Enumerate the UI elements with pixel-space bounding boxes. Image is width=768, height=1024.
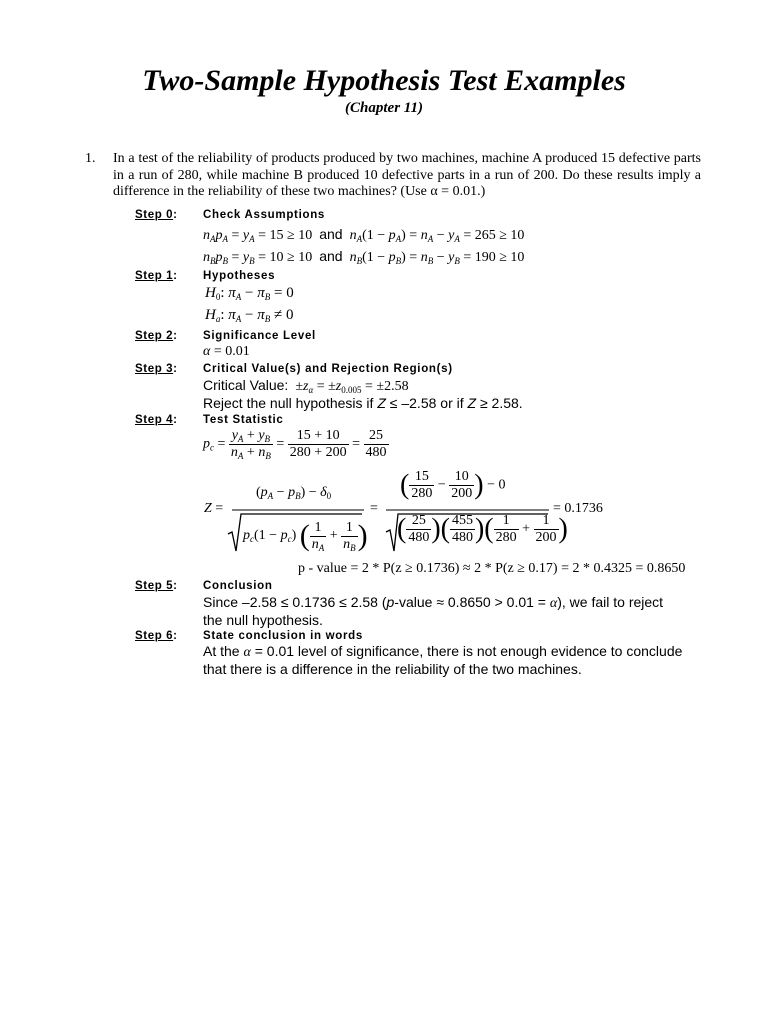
critical-value-line: Critical Value: $\pm z_\alpha = \pm z_{0.005} = \pm 2.58$: [203, 377, 409, 395]
step-4-heading: Test Statistic: [203, 414, 284, 426]
step-3-label: Step 3:: [135, 363, 178, 375]
z-numerator-numeric: ( $\frac{15}{280}$ − $\frac{10}{200}$ ) − 0: [400, 469, 506, 501]
z-result: = 0.1736: [553, 501, 603, 516]
step-1-heading: Hypotheses: [203, 270, 276, 282]
step-0-heading: Check Assumptions: [203, 209, 326, 221]
assumption-line-a: $n_Ap_A = y_A = 15 \ge 10$ and $n_A(1 - p_A) = n_A - y_A = 265 \ge 10$: [203, 226, 525, 244]
step-1-label: Step 1:: [135, 270, 178, 282]
problem-number: 1.: [85, 151, 96, 166]
rejection-region: Reject the null hypothesis if Z ≤ –2.58 or if Z ≥ 2.58.: [203, 395, 523, 411]
p-value-line: p - value = 2 * P(z ≥ 0.1736) ≈ 2 * P(z ≥ 0.17) = 2 * 0.4325 = 0.8650: [298, 561, 686, 576]
step-4-label: Step 4:: [135, 414, 178, 426]
conclusion-text: Since –2.58 ≤ 0.1736 ≤ 2.58 (p-value ≈ 0.8650 > 0.01 = α), we fail to reject the null hypothesis.: [203, 594, 664, 628]
page-title: Two-Sample Hypothesis Test Examples: [142, 64, 626, 97]
step-0-label: Step 0:: [135, 209, 178, 221]
step-6-label: Step 6:: [135, 630, 178, 642]
z-denominator-numeric: ( $\frac{25}{480}$ )( $\frac{455}{480}$ )( $\frac{1}{280}$ + $\frac{1}{200}$ ): [397, 513, 568, 545]
pooled-proportion: $p_c$ = $\frac{y_A + y_B}{n_A + n_B}$ = $\frac{15 + 10}{280 + 200}$ = $\frac{25}{480}$: [203, 428, 387, 461]
document-page: Two-Sample Hypothesis Test Examples (Chapter 11) 1. In a test of the reliability of products produced by two machines, machine A produced 15 defective parts in a run of 280, while machine B produced 10 defective parts in a run of 200. Do these results imply a difference in the reliability of these two machines? (Use α = 0.01.) Step 0: Step 1: Step 2: Step 3: Step 4: Step 5: Step 6: Check Assumptions Hypotheses Significance Level Critical Value(s) and Rejection Region(s) Test Statistic Conclusion State conclusion in words $n_Ap_A = y_A = 15 \ge 10$ and $n_A(1 - p_A) = n_A - y_A = 265 \ge 10$ $n_Bp_B = y_B = 10 \ge 10$ and $n_B(1 - p_B) = n_B - y_B = 190 \ge 10$ $H_0$: $\pi_A - \pi_B = 0$ $H_a$: $\pi_A - \pi_B \ne 0$ α = 0.01 Critical Value: $\pm z_\alpha = \pm z_{0.005} = \pm 2.58$ Reject the null hypothesis if Z ≤ –2.58 or if Z ≥ 2.58. $p_c$ = $\frac{y_A + y_B}{n_A + n_B}$ = $\frac{15 + 10}{280 + 200}$ = $\frac{25}{480}$ Z = $(p_A - p_B) - \delta_0$ $p_c(1 - p_c)$ ( $\frac{1}{n_A}$ + $\frac{1}{n_B}$ ) = ( $\frac{15}{280}$ − $\frac{10}{200}$ ) − 0 ( $\frac{25}{480}$ )( $\frac{455}{480}$ )( $\frac{1}{280}$ + $\frac{1}{200}$ ) = 0.1736 p - value = 2 * P(z ≥ 0.1736) ≈ 2 * P(z ≥ 0.17) = 2 * 0.4325 = 0.8650 Since –2.58 ≤ 0.1736 ≤ 2.58 (p-value ≈ 0.8650 > 0.01 = α), we fail to reject the null hypothesis. At the α = 0.01 level of significance, there is not enough evidence to conclude that there is a difference in the reliability of the two machines.: [0, 0, 768, 1024]
null-hypothesis: $H_0$: $\pi_A - \pi_B = 0$: [205, 285, 294, 302]
assumption-line-b: $n_Bp_B = y_B = 10 \ge 10$ and $n_B(1 - p_B) = n_B - y_B = 190 \ge 10$: [203, 248, 525, 266]
sqrt-numeric: [386, 514, 548, 551]
conclusion-in-words: At the α = 0.01 level of significance, there is not enough evidence to conclude that there is a difference in the reliability of the two machines.: [203, 643, 683, 677]
step-6-heading: State conclusion in words: [203, 630, 363, 642]
step-2-label: Step 2:: [135, 330, 178, 342]
chapter-subtitle: (Chapter 11): [345, 100, 423, 116]
step-2-heading: Significance Level: [203, 330, 316, 342]
z-numerator-symbolic: $(p_A - p_B) - \delta_0$: [256, 485, 332, 501]
step-3-heading: Critical Value(s) and Rejection Region(s): [203, 363, 453, 375]
z-denominator-symbolic: $p_c(1 - p_c)$ ( $\frac{1}{n_A}$ + $\frac{1}{n_B}$ ): [243, 519, 368, 553]
alternative-hypothesis: $H_a$: $\pi_A - \pi_B \ne 0$: [205, 307, 294, 324]
step-5-heading: Conclusion: [203, 580, 273, 592]
sqrt-symbolic: [228, 514, 362, 551]
z-symbol: Z =: [204, 501, 224, 516]
alpha-value: α = 0.01: [203, 344, 250, 359]
step-5-label: Step 5:: [135, 580, 178, 592]
problem-text: In a test of the reliability of products produced by two machines, machine A produced 15 defective parts in a run of 280, while machine B produced 10 defective parts in a run of 200. Do these results imply a difference in the reliability of these two machines? (Use α = 0.01.): [113, 151, 701, 199]
